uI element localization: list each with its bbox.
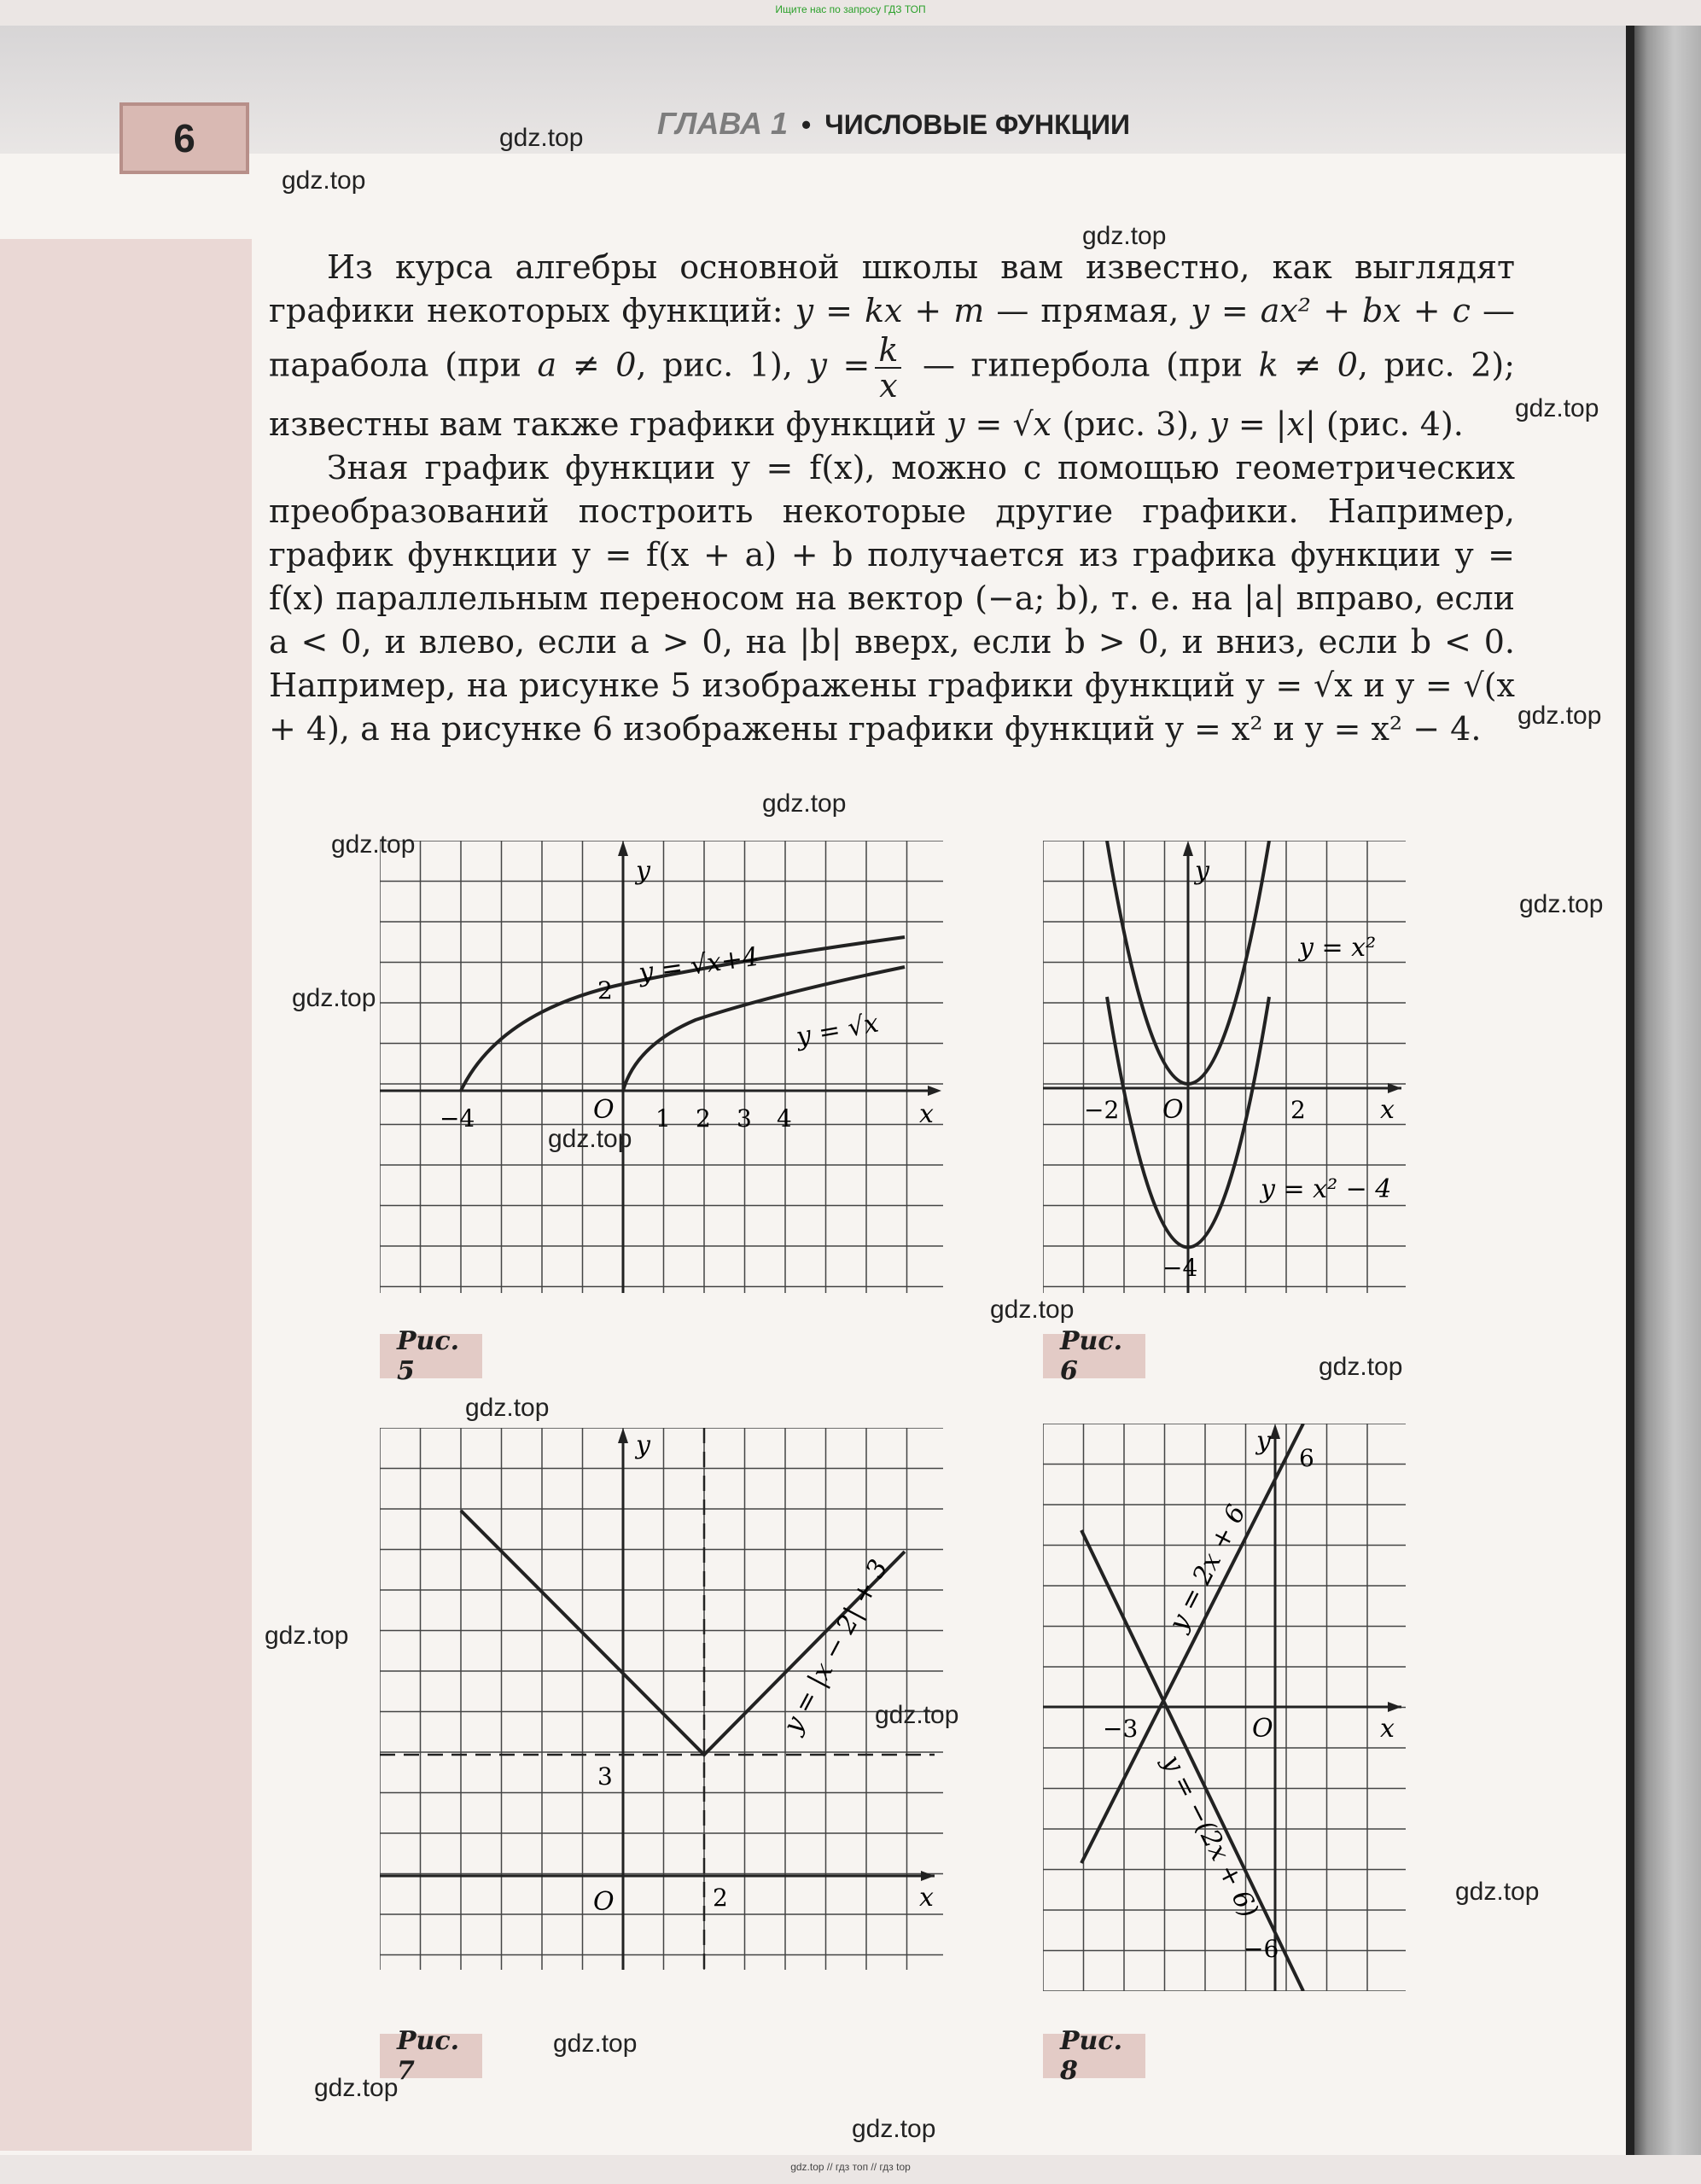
fig5-label-sqrt-x: y = √x (794, 1008, 882, 1052)
watermark: gdz.top (1515, 394, 1599, 422)
p1-text-d: , рис. 1), (636, 346, 809, 384)
p1-math-k: k ≠ 0 (1258, 346, 1358, 384)
fig7-x-label: x (919, 1883, 934, 1913)
fig6-x-label: x (1380, 1095, 1395, 1125)
fig8-label-minus-2x-plus-6: y = −(2x + 6) (1156, 1750, 1264, 1923)
fig6-grid (1043, 841, 1406, 1293)
fig7-tick-3: 3 (597, 1762, 613, 1791)
watermark: gdz.top (282, 166, 366, 195)
book-spine (1626, 26, 1634, 2155)
fraction-numerator: k (875, 333, 901, 369)
watermark: gdz.top (314, 2074, 399, 2102)
fig7-caption: Рис. 7 (380, 2034, 482, 2078)
fig5-caption: Рис. 5 (380, 1334, 482, 1378)
body-text (269, 246, 1515, 751)
p1-text-e: — гипербола (при (906, 346, 1259, 384)
fig7-grid (380, 1428, 943, 1970)
watermark: gdz.top (292, 984, 376, 1012)
fig6-tick-m4: −4 (1162, 1254, 1198, 1282)
watermark: gdz.top (852, 2115, 936, 2143)
left-tint (0, 239, 252, 2151)
figure-7 (380, 1428, 943, 1970)
fig7-label-abs: y = |x − 2| + 3 (778, 1554, 894, 1738)
fig5-y-label: y (636, 856, 650, 886)
p1-text-a: Из курса алгебры основной школы вам известно, как выглядят графики некоторых функций: (269, 248, 1515, 329)
fig5-y-arrow (618, 841, 628, 856)
fig8-tick-6: 6 (1299, 1444, 1314, 1472)
watermark: gdz.top (990, 1296, 1075, 1324)
watermark: gdz.top (265, 1622, 349, 1650)
fraction-k-x (875, 333, 901, 403)
figure-5 (380, 841, 943, 1293)
fig5-origin: O (593, 1095, 615, 1125)
fig5-tick-m4: −4 (440, 1104, 475, 1133)
fig6-caption: Рис. 6 (1043, 1334, 1145, 1378)
fig6-y-arrow (1183, 841, 1193, 856)
chapter-header (657, 106, 1130, 142)
fig5-label-sqrt-x-plus-4: y = √x+4 (637, 941, 761, 988)
chapter-topic: ЧИСЛОВЫЕ ФУНКЦИИ (824, 109, 1131, 140)
p1-text-h: (рис. 4). (1315, 405, 1464, 443)
fig8-x-label: x (1380, 1714, 1395, 1744)
header-bullet: • (801, 109, 812, 140)
p1-math-a: a ≠ 0 (537, 346, 637, 384)
watermark: gdz.top (875, 1701, 959, 1729)
p1-math-y: y = (808, 346, 871, 384)
p1-text-b: — прямая, (984, 292, 1191, 329)
watermark: gdz.top (331, 830, 416, 859)
watermark: gdz.top (553, 2030, 638, 2058)
fig7-x-arrow (921, 1871, 935, 1881)
fig8-y-arrow (1270, 1424, 1280, 1439)
fig6-x-arrow (1388, 1083, 1401, 1093)
chapter-label: ГЛАВА 1 (657, 106, 788, 141)
fig8-label-2x-plus-6: y = 2x + 6 (1162, 1500, 1252, 1636)
fig7-tick-2: 2 (713, 1884, 728, 1912)
watermark: gdz.top (1455, 1878, 1540, 1906)
watermark: gdz.top (465, 1394, 550, 1422)
p1-math-abs: y = |x| (1209, 405, 1316, 443)
p1-math-line: y = kx + m (795, 292, 985, 329)
fig6-label-x-squared-minus-4: y = x² − 4 (1261, 1174, 1392, 1204)
fig6-y-label: y (1195, 856, 1209, 886)
watermark: gdz.top (1082, 222, 1167, 250)
fig8-tick-m6: −6 (1244, 1935, 1279, 1963)
figure-6 (1043, 841, 1406, 1293)
figure-8 (1043, 1424, 1406, 1991)
p1-math-sqrt: y = √x (947, 405, 1052, 443)
fig5-tick-y2: 2 (597, 976, 613, 1005)
fig5-grid (380, 841, 943, 1293)
fig8-x-arrow (1388, 1702, 1401, 1712)
watermark: gdz.top (548, 1125, 632, 1153)
fig8-origin: O (1252, 1714, 1273, 1744)
paragraph-2 (269, 446, 1515, 751)
fig7-y-label: y (636, 1430, 650, 1460)
fig5-tick-3: 3 (737, 1104, 752, 1133)
watermark: gdz.top (499, 124, 584, 152)
watermark: gdz.top (1519, 890, 1604, 918)
fig8-caption: Рис. 8 (1043, 2034, 1145, 2078)
fig6-tick-2: 2 (1290, 1096, 1306, 1124)
fig5-x-label: x (919, 1099, 934, 1129)
p1-text-f: , рис. 2); известны вам также графики функций (269, 346, 1515, 443)
fraction-denominator: x (879, 367, 898, 405)
page-edge (1634, 26, 1701, 2155)
fig6-origin: O (1162, 1095, 1184, 1125)
bottom-banner[interactable]: gdz.top // гдз топ // гдз top (790, 2161, 911, 2173)
fig5-tick-4: 4 (777, 1104, 792, 1133)
fig5-tick-1: 1 (655, 1104, 671, 1133)
watermark: gdz.top (762, 789, 847, 818)
fig5-tick-2: 2 (696, 1104, 711, 1133)
watermark: gdz.top (1518, 702, 1602, 730)
top-banner[interactable]: Ищите нас по запросу ГДЗ ТОП (775, 3, 926, 15)
fig8-y-label: y (1256, 1426, 1271, 1456)
p1-math-parabola: y = ax² + bx + c (1191, 292, 1471, 329)
p2-text: Зная график функции y = f(x), можно с помощью геометрических преобразований построить некоторые другие графики. Например, график функции y = f(x + a) + b получается из графика функции y = f(x) параллельным переносом на вектор (−a; b), т. е. на |a| вправо, если a < 0, и влево, если a > 0, на |b| вверх, если b > 0, и вниз, если b < 0. Например, на рисунке 5 изображены графики функций y = √x и y = √(x + 4), а на рисунке 6 изображены графики функций y = x² и y = x² − 4. (269, 449, 1515, 748)
fig6-tick-m2: −2 (1084, 1096, 1120, 1124)
fig5-x-arrow (928, 1086, 941, 1096)
paragraph-1 (269, 246, 1515, 446)
page-number: 6 (119, 102, 249, 174)
p1-text-c: — парабола (при (269, 292, 1515, 384)
p1-text-g: (рис. 3), (1051, 405, 1210, 443)
fig8-tick-m3: −3 (1103, 1715, 1139, 1743)
fig7-y-arrow (618, 1428, 628, 1443)
fig7-origin: O (593, 1887, 615, 1917)
watermark: gdz.top (1319, 1353, 1403, 1381)
fig6-label-x-squared: y = x² (1299, 933, 1377, 963)
